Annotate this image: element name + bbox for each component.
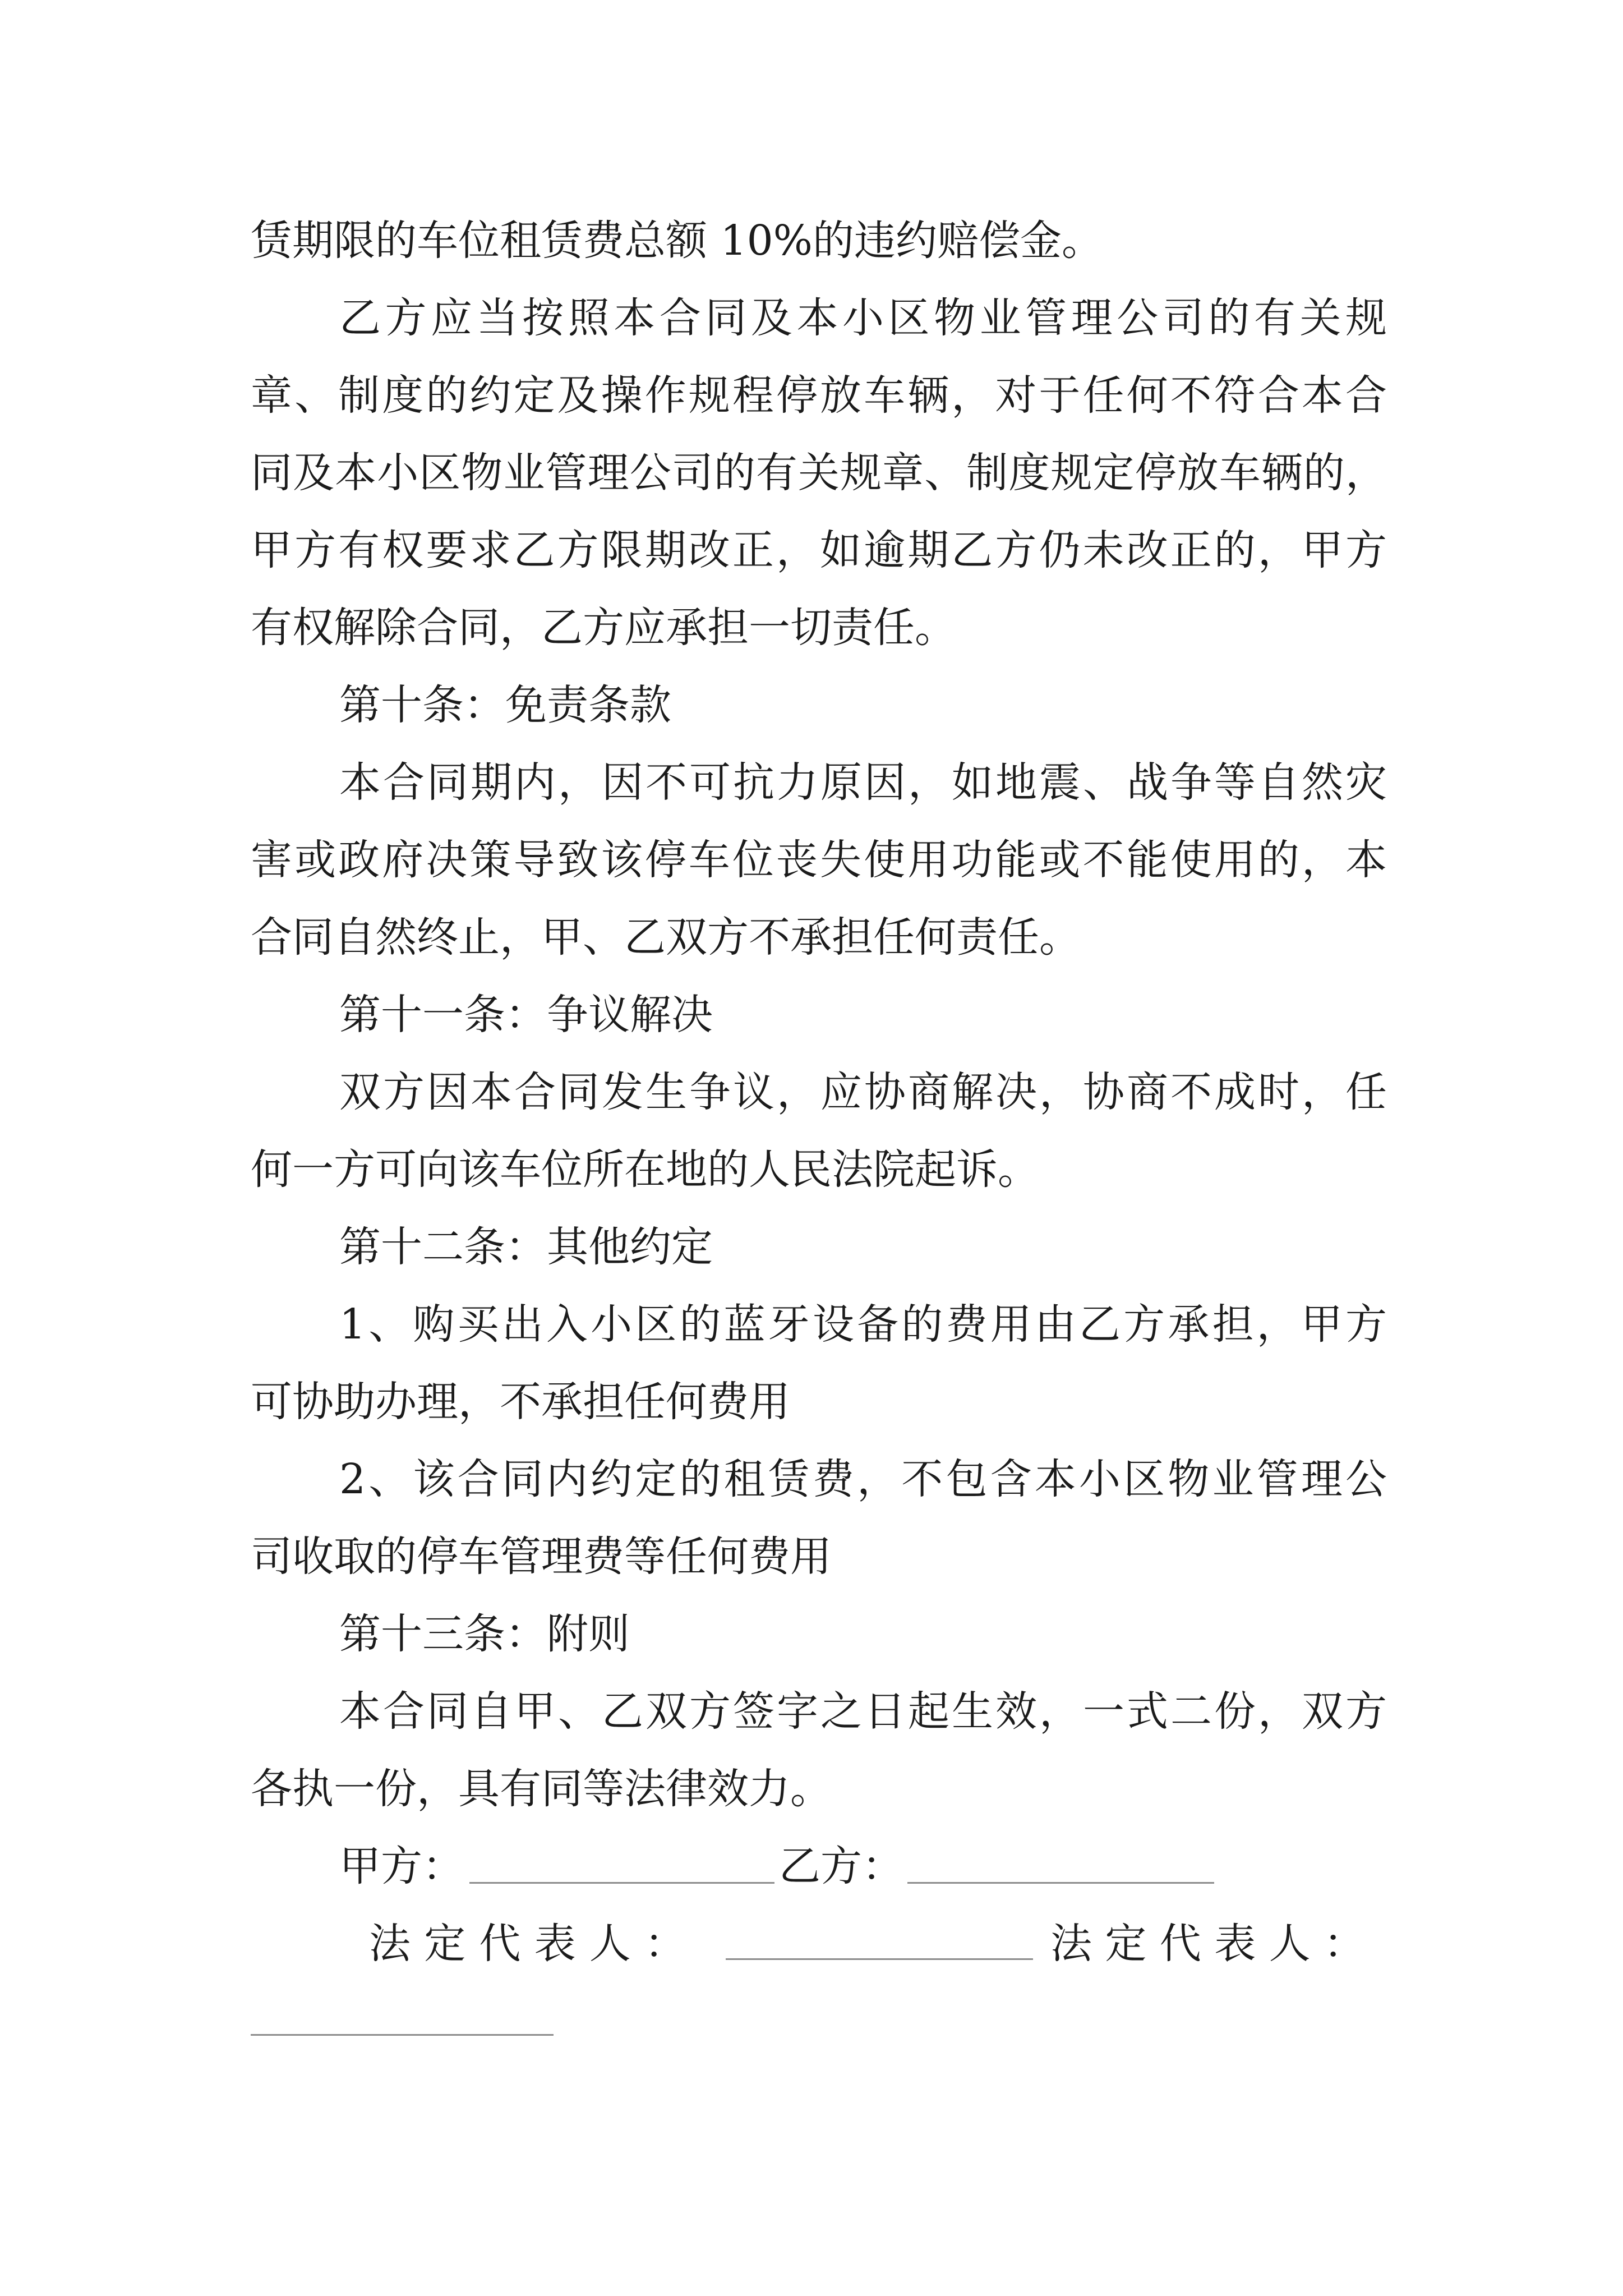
paragraph [251, 1441, 1387, 1595]
paragraph-line: 何一方可向该车位所在地的人民法院起诉。 [251, 1145, 1039, 1194]
article-11 [251, 976, 1387, 1208]
paragraph-line: 1、购买出入小区的蓝牙设备的费用由乙方承担，甲方 [339, 1300, 1387, 1349]
paragraph-line: 本合同期内，因不可抗力原因，如地震、战争等自然灾 [339, 758, 1387, 807]
paragraph-line: 司收取的停车管理费等任何费用 [251, 1533, 832, 1581]
paragraph [251, 279, 1387, 666]
paragraph-line: 同及本小区物业管理公司的有关规章、制度规定停放车辆的， [251, 449, 1387, 497]
paragraph-line: 2、该合同内约定的租赁费，不包含本小区物业管理公 [339, 1455, 1387, 1503]
party-a-representative-blank [726, 1958, 1033, 1960]
representative-blank-line [251, 1982, 1387, 2060]
paragraph-line: 各执一份，具有同等法律效力。 [251, 1765, 832, 1813]
paragraph [251, 1053, 1387, 1208]
article-title: 第十一条：争议解决 [339, 991, 713, 1039]
paragraph-line: 本合同自甲、乙双方签字之日起生效，一式二份，双方 [339, 1687, 1387, 1736]
signature-block [251, 1828, 1387, 2060]
party-a-representative-label: 法定代表人： [369, 1920, 686, 1968]
party-b-representative-blank [251, 2034, 554, 2036]
party-signature-line [251, 1828, 1387, 1905]
article-title: 第十三条：附则 [339, 1610, 630, 1658]
paragraph-line: 合同自然终止，甲、乙双方不承担任何责任。 [251, 913, 1081, 961]
paragraph-line: 甲方有权要求乙方限期改正，如逾期乙方仍未改正的，甲方 [251, 526, 1387, 574]
article-13 [251, 1595, 1387, 1828]
article-12 [251, 1208, 1387, 1595]
paragraph-line: 可协助办理，不承担任何费用 [251, 1378, 790, 1426]
party-a-signature-blank [469, 1882, 774, 1884]
article-title: 第十条：免责条款 [339, 681, 671, 729]
representative-signature-line [251, 1905, 1387, 1982]
paragraph [251, 1286, 1387, 1441]
contract-body [251, 202, 1387, 2060]
party-b-representative-label: 法定代表人： [1050, 1920, 1365, 1968]
paragraph-line: 赁期限的车位租赁费总额 10%的违约赔偿金。 [251, 217, 1103, 265]
paragraph [251, 1673, 1387, 1828]
paragraph [251, 202, 1387, 279]
paragraph [251, 744, 1387, 976]
article-10 [251, 666, 1387, 976]
paragraph-line: 有权解除合同，乙方应承担一切责任。 [251, 604, 956, 652]
paragraph-line: 乙方应当按照本合同及本小区物业管理公司的有关规 [339, 294, 1387, 342]
paragraph-line: 章、制度的约定及操作规程停放车辆，对于任何不符合本合 [251, 371, 1387, 420]
article-title: 第十二条：其他约定 [339, 1223, 713, 1271]
paragraph-line: 双方因本合同发生争议，应协商解决，协商不成时，任 [339, 1068, 1387, 1116]
party-b-label: 乙方： [779, 1842, 903, 1890]
party-a-label: 甲方： [339, 1842, 464, 1890]
paragraph-line: 害或政府决策导致该停车位丧失使用功能或不能使用的，本 [251, 836, 1387, 884]
party-b-signature-blank [907, 1882, 1214, 1884]
